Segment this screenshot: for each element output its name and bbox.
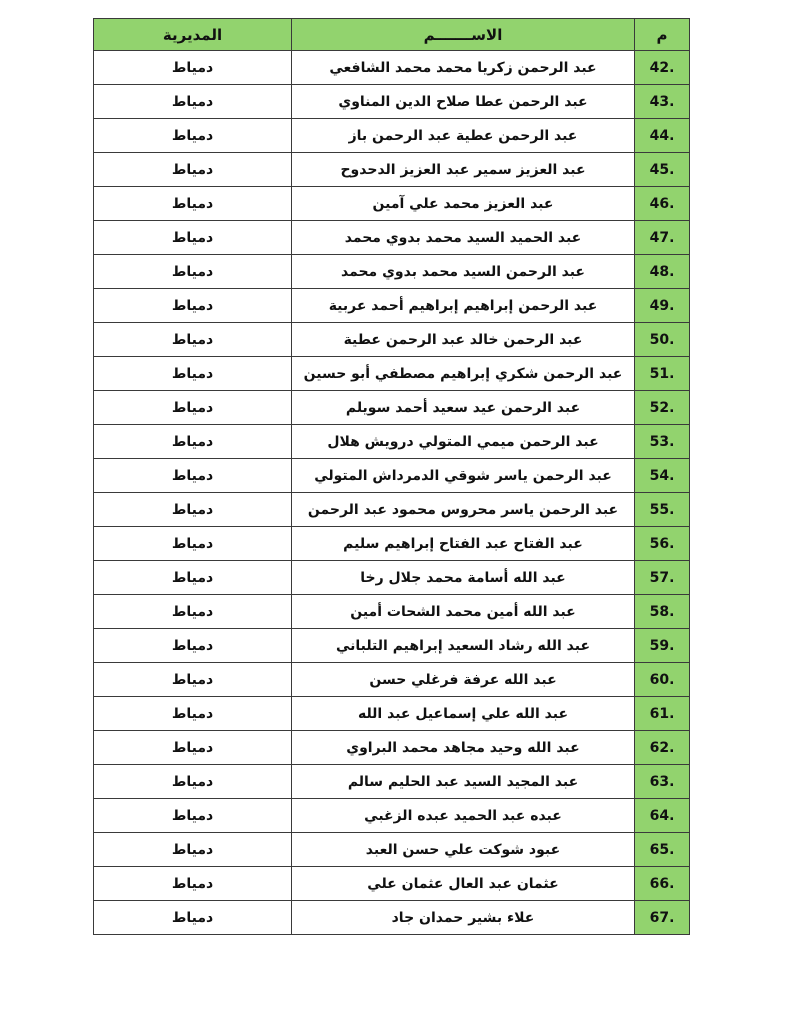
name-cell: عبد الله أمين محمد الشحات أمين: [292, 595, 635, 629]
name-cell: عبد الرحمن ياسر شوقي الدمرداش المتولي: [292, 459, 635, 493]
directorate-cell: دمياط: [94, 289, 292, 323]
number-cell: 42.: [635, 51, 690, 85]
directorate-cell: دمياط: [94, 153, 292, 187]
directorate-cell: دمياط: [94, 425, 292, 459]
table-row: [94, 153, 690, 187]
header-name: الاســـــــم: [292, 19, 635, 51]
name-cell: عبد الحميد السيد محمد بدوي محمد: [292, 221, 635, 255]
number-cell: 49.: [635, 289, 690, 323]
directorate-cell: دمياط: [94, 51, 292, 85]
directorate-cell: دمياط: [94, 629, 292, 663]
table-row: [94, 799, 690, 833]
table-row: [94, 289, 690, 323]
name-cell: عبد الرحمن ياسر محروس محمود عبد الرحمن: [292, 493, 635, 527]
table-header-row: [94, 19, 690, 51]
directorate-cell: دمياط: [94, 799, 292, 833]
directorate-cell: دمياط: [94, 85, 292, 119]
name-cell: عبد العزيز سمير عبد العزيز الدحدوح: [292, 153, 635, 187]
name-cell: عبود شوكت علي حسن العبد: [292, 833, 635, 867]
number-cell: 52.: [635, 391, 690, 425]
number-cell: 45.: [635, 153, 690, 187]
directorate-cell: دمياط: [94, 187, 292, 221]
name-cell: عبد الله وحيد مجاهد محمد البراوي: [292, 731, 635, 765]
directorate-cell: دمياط: [94, 833, 292, 867]
table-row: [94, 697, 690, 731]
directorate-cell: دمياط: [94, 391, 292, 425]
table-row: [94, 459, 690, 493]
number-cell: 64.: [635, 799, 690, 833]
name-cell: عبد الله عرفة فرغلي حسن: [292, 663, 635, 697]
table-row: [94, 119, 690, 153]
name-cell: عبد العزيز محمد علي آمين: [292, 187, 635, 221]
directorate-cell: دمياط: [94, 697, 292, 731]
number-cell: 65.: [635, 833, 690, 867]
number-cell: 57.: [635, 561, 690, 595]
name-cell: عثمان عبد العال عثمان علي: [292, 867, 635, 901]
table-row: [94, 323, 690, 357]
table-row: [94, 867, 690, 901]
directorate-cell: دمياط: [94, 255, 292, 289]
directorate-cell: دمياط: [94, 663, 292, 697]
number-cell: 43.: [635, 85, 690, 119]
table-row: [94, 221, 690, 255]
name-cell: عبد الرحمن عطا صلاح الدين المناوي: [292, 85, 635, 119]
name-cell: عبد الرحمن زكريا محمد محمد الشافعي: [292, 51, 635, 85]
number-cell: 44.: [635, 119, 690, 153]
directorate-cell: دمياط: [94, 765, 292, 799]
name-cell: عبد الله علي إسماعيل عبد الله: [292, 697, 635, 731]
name-cell: علاء بشير حمدان جاد: [292, 901, 635, 935]
number-cell: 58.: [635, 595, 690, 629]
directorate-cell: دمياط: [94, 119, 292, 153]
directorate-cell: دمياط: [94, 901, 292, 935]
number-cell: 59.: [635, 629, 690, 663]
table-row: [94, 425, 690, 459]
header-number: م: [635, 19, 690, 51]
table-row: [94, 187, 690, 221]
table-row: [94, 629, 690, 663]
number-cell: 47.: [635, 221, 690, 255]
number-cell: 61.: [635, 697, 690, 731]
directorate-cell: دمياط: [94, 595, 292, 629]
name-cell: عبد الفتاح عبد الفتاح إبراهيم سليم: [292, 527, 635, 561]
table-row: [94, 833, 690, 867]
table-row: [94, 731, 690, 765]
number-cell: 54.: [635, 459, 690, 493]
number-cell: 63.: [635, 765, 690, 799]
number-cell: 66.: [635, 867, 690, 901]
number-cell: 46.: [635, 187, 690, 221]
roster-sheet: [93, 18, 689, 935]
directorate-cell: دمياط: [94, 323, 292, 357]
table-row: [94, 765, 690, 799]
directorate-cell: دمياط: [94, 527, 292, 561]
directorate-cell: دمياط: [94, 221, 292, 255]
table-row: [94, 51, 690, 85]
number-cell: 51.: [635, 357, 690, 391]
header-directorate: المديرية: [94, 19, 292, 51]
table-row: [94, 255, 690, 289]
number-cell: 56.: [635, 527, 690, 561]
table-row: [94, 561, 690, 595]
directorate-cell: دمياط: [94, 731, 292, 765]
name-cell: عبد الرحمن عطية عبد الرحمن باز: [292, 119, 635, 153]
name-cell: عبد الرحمن خالد عبد الرحمن عطية: [292, 323, 635, 357]
table-row: [94, 527, 690, 561]
name-cell: عبد الرحمن عيد سعيد أحمد سويلم: [292, 391, 635, 425]
table-row: [94, 493, 690, 527]
roster-table: [93, 18, 690, 935]
directorate-cell: دمياط: [94, 867, 292, 901]
table-row: [94, 85, 690, 119]
directorate-cell: دمياط: [94, 493, 292, 527]
table-row: [94, 901, 690, 935]
name-cell: عبد الرحمن إبراهيم إبراهيم أحمد عربية: [292, 289, 635, 323]
number-cell: 50.: [635, 323, 690, 357]
name-cell: عبد الله رشاد السعيد إبراهيم التلباني: [292, 629, 635, 663]
table-row: [94, 663, 690, 697]
name-cell: عبد المجيد السيد عبد الحليم سالم: [292, 765, 635, 799]
directorate-cell: دمياط: [94, 561, 292, 595]
table-row: [94, 357, 690, 391]
number-cell: 55.: [635, 493, 690, 527]
name-cell: عبد الرحمن ميمي المتولي درويش هلال: [292, 425, 635, 459]
name-cell: عبده عبد الحميد عبده الزغبي: [292, 799, 635, 833]
directorate-cell: دمياط: [94, 459, 292, 493]
directorate-cell: دمياط: [94, 357, 292, 391]
number-cell: 48.: [635, 255, 690, 289]
number-cell: 53.: [635, 425, 690, 459]
table-row: [94, 595, 690, 629]
table-row: [94, 391, 690, 425]
number-cell: 62.: [635, 731, 690, 765]
name-cell: عبد الرحمن السيد محمد بدوي محمد: [292, 255, 635, 289]
number-cell: 67.: [635, 901, 690, 935]
table-body: [94, 51, 690, 935]
name-cell: عبد الله أسامة محمد جلال رخا: [292, 561, 635, 595]
name-cell: عبد الرحمن شكري إبراهيم مصطفي أبو حسين: [292, 357, 635, 391]
number-cell: 60.: [635, 663, 690, 697]
